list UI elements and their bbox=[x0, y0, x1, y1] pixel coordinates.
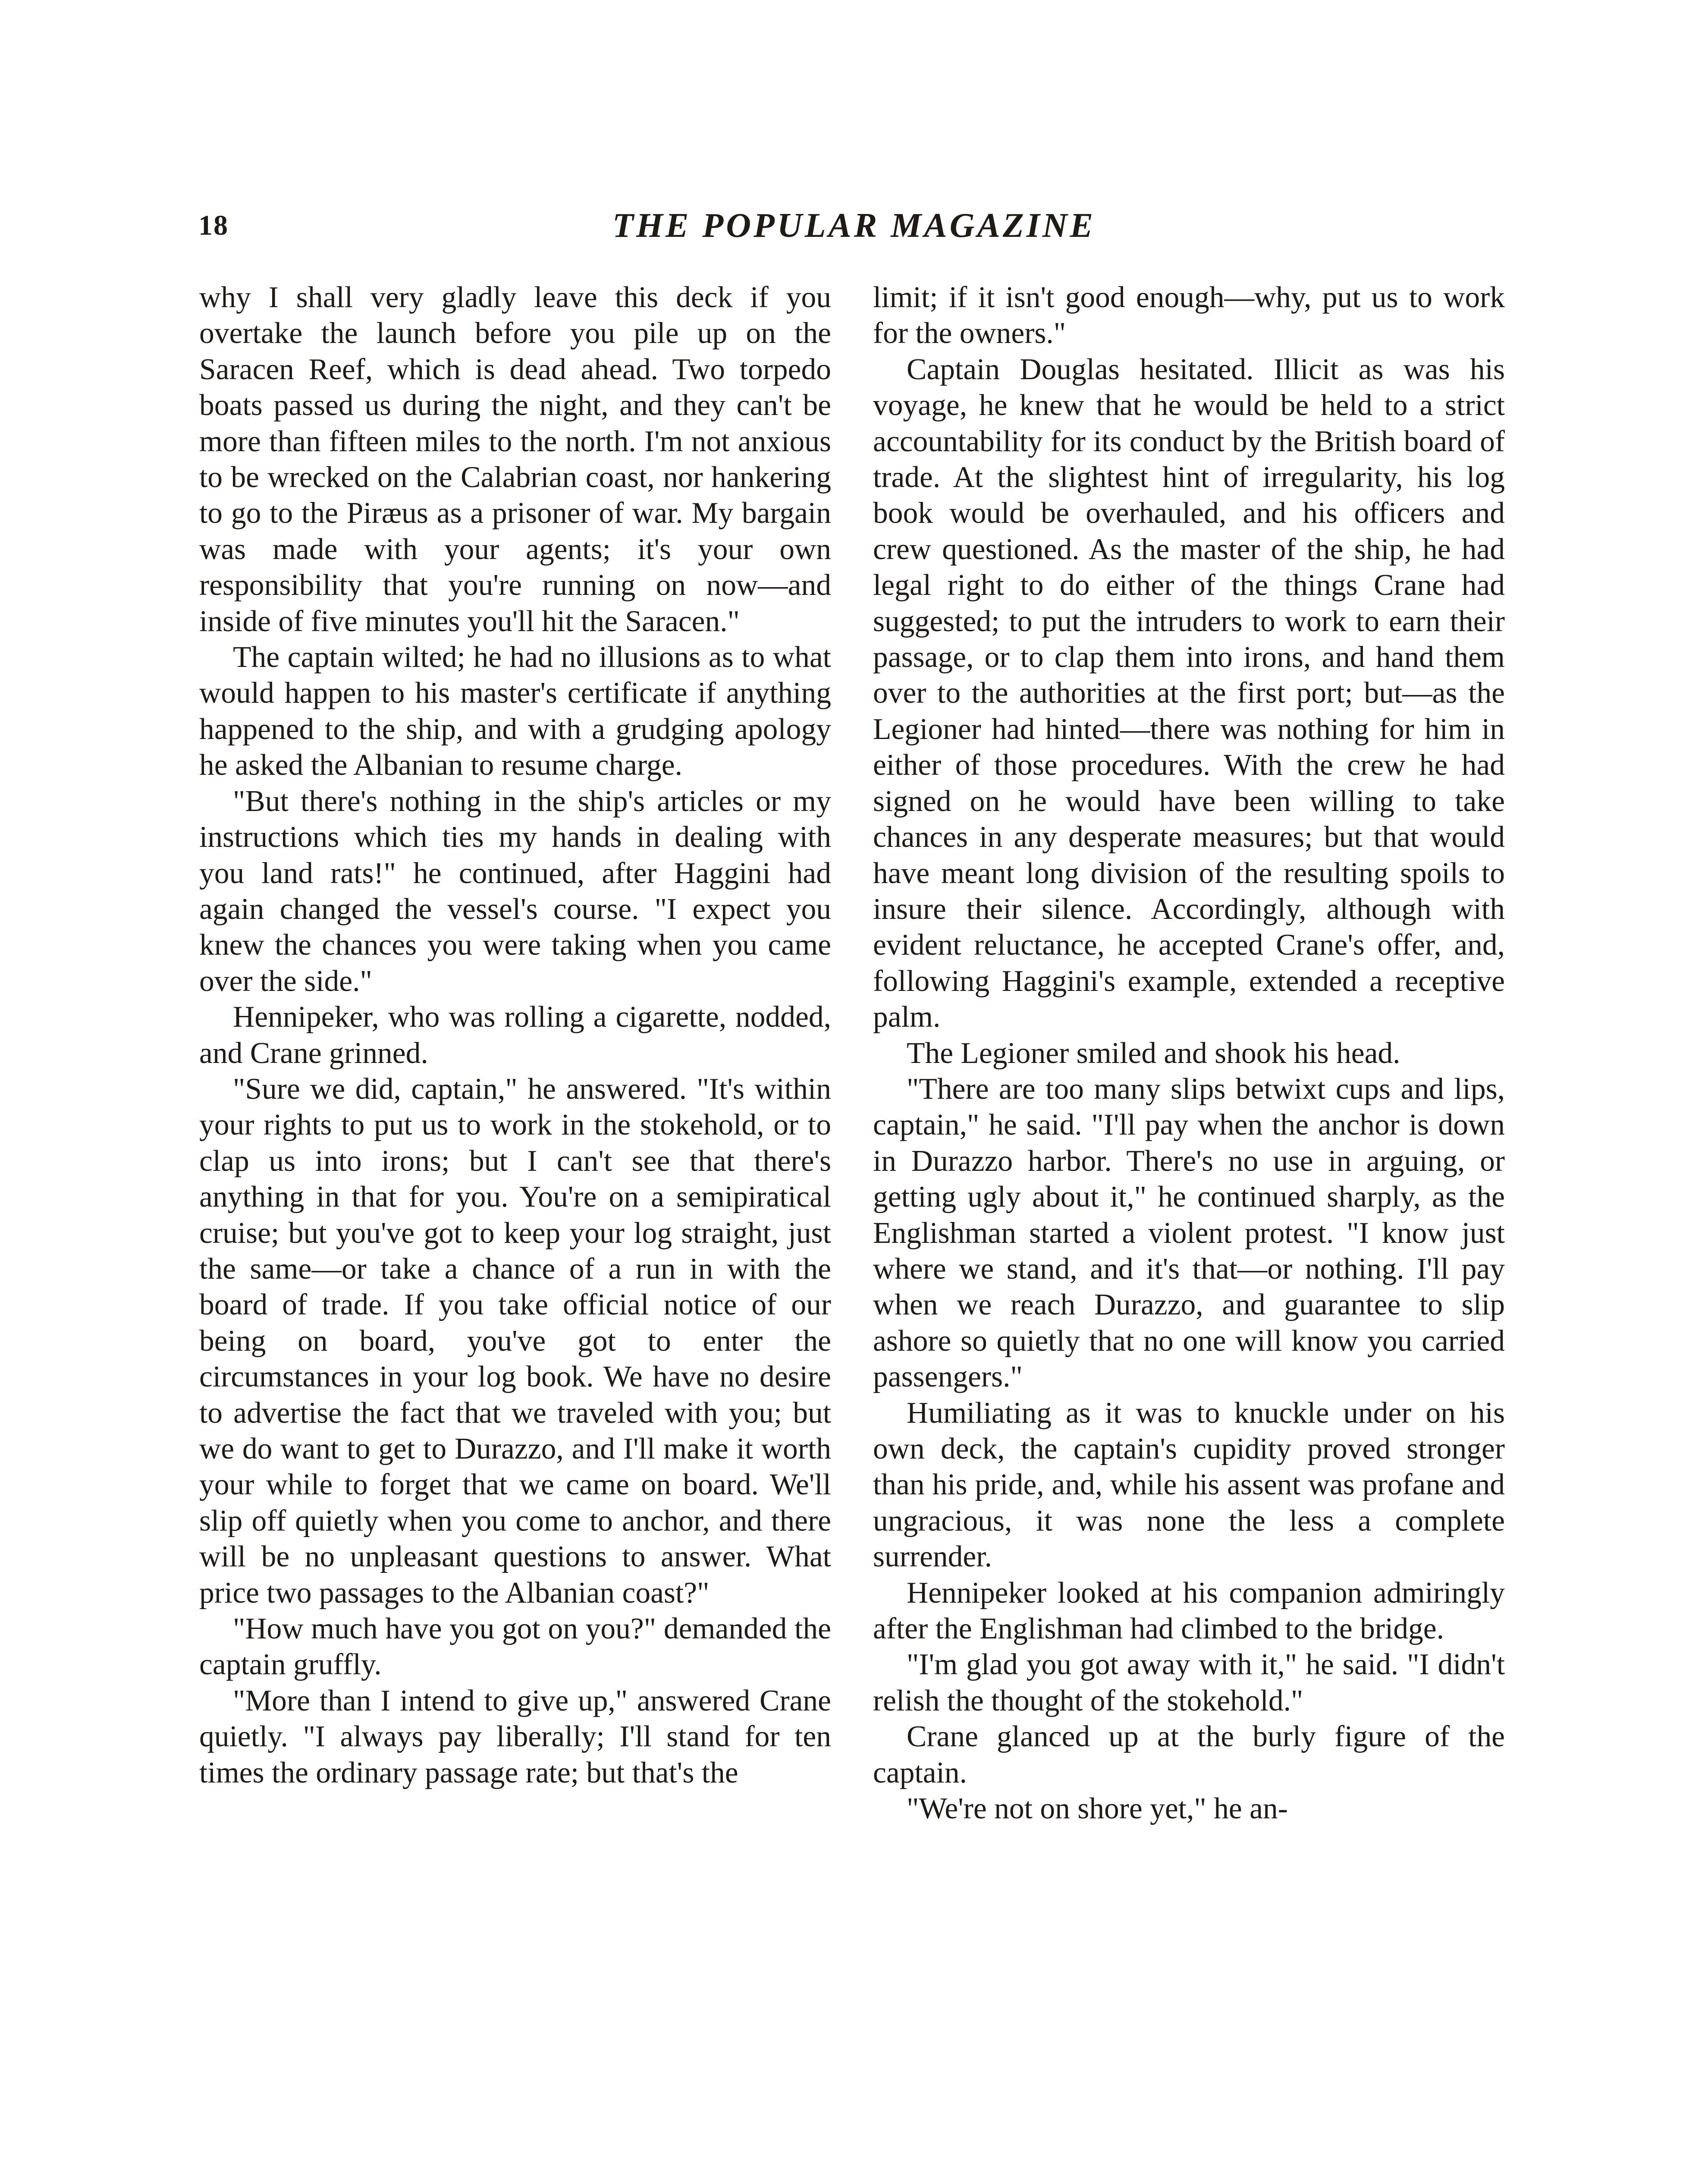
page-header bbox=[198, 202, 1510, 249]
paragraph: "We're not on shore yet," he an- bbox=[907, 1792, 1288, 1826]
paragraph: Humiliating as it was to knuckle under on his own deck, the captain's cupidity proved stronger than his pride, and, while his assent was profane and ungracious, it was none the less a complete surrender. bbox=[873, 1396, 1505, 1574]
paragraph: "Sure we did, captain," he answered. "It's within your rights to put us to work in the stokehold, or to clap us into irons; but I can't see that there's anything in that for you. You're on a semipiratical cruise; but you've got to keep your log straight, just the same—or take a chance of a run in with the board of trade. If you take official notice of our being on board, you've got to enter the circumstances in your log book. We have no desire to advertise the fact that we traveled with you; but we do want to get to Durazzo, and I'll make it worth your while to forget that we came on board. We'll slip off quietly when you come to anchor, and there will be no unpleasant questions to answer. What price two passages to the Albanian coast?" bbox=[199, 1072, 831, 1610]
paragraph: "But there's nothing in the ship's articles or my instructions which ties my hands in dealing with you land rats!" he continued, after Haggini had again changed the vessel's course. "I expect you knew the chances you were taking when you came over the side." bbox=[199, 784, 831, 998]
paragraph: "I'm glad you got away with it," he said. "I didn't relish the thought of the stokehold." bbox=[873, 1648, 1505, 1717]
paragraph: "How much have you got on you?" demanded the captain gruffly. bbox=[199, 1612, 831, 1682]
page-number: 18 bbox=[198, 210, 229, 241]
paragraph: "There are too many slips betwixt cups and lips, captain," he said. "I'll pay when the anchor is down in Durazzo harbor. There's no use in arguing, or getting ugly about it," he continued sharply, as the Englishman started a violent protest. "I know just where we stand, and it's that—or nothing. I'll pay when we reach Durazzo, and guarantee to slip ashore so quietly that no one will know you carried passengers." bbox=[873, 1072, 1505, 1394]
paragraph: Hennipeker looked at his companion admiringly after the Englishman had climbed to the bridge. bbox=[873, 1576, 1505, 1646]
right-column bbox=[873, 280, 1505, 1827]
paragraph: "More than I intend to give up," answered Crane quietly. "I always pay liberally; I'll stand for ten times the ordinary passage rate; but that's the bbox=[199, 1684, 831, 1789]
paragraph: Captain Douglas hesitated. Illicit as was his voyage, he knew that he would be held to a strict accountability for its conduct by the British board of trade. At the slightest hint of irregularity, his log book would be overhauled, and his officers and crew questioned. As the master of the ship, he had legal right to do either of the things Crane had suggested; to put the intruders to work to earn their passage, or to clap them into irons, and hand them over to the authorities at the first port; but—as the Legioner had hinted—there was nothing for him in either of those procedures. With the crew he had signed on he would have been willing to take chances in any desperate measures; but that would have meant long division of the resulting spoils to insure their silence. Accordingly, although with evident reluctance, he accepted Crane's offer, and, following Haggini's example, extended a receptive palm. bbox=[873, 352, 1505, 1034]
left-column bbox=[199, 280, 831, 1791]
paragraph: Crane glanced up at the burly figure of the captain. bbox=[873, 1720, 1505, 1789]
paragraph: why I shall very gladly leave this deck if you overtake the launch before you pile up on the Saracen Reef, which is dead ahead. Two torpedo boats passed us during the night, and they can't be more than fifteen miles to the north. I'm not anxious to be wrecked on the Calabrian coast, nor hankering to go to the Piræus as a prisoner of war. My bargain was made with your agents; it's your own responsibility that you're running on now—and inside of five minutes you'll hit the Saracen." bbox=[199, 281, 831, 638]
paragraph: The captain wilted; he had no illusions as to what would happen to his master's certificate if anything happened to the ship, and with a grudging apology he asked the Albanian to resume charge. bbox=[199, 641, 831, 782]
running-title: THE POPULAR MAGAZINE bbox=[612, 207, 1096, 245]
paragraph: The Legioner smiled and shook his head. bbox=[907, 1036, 1400, 1070]
paragraph: limit; if it isn't good enough—why, put us to work for the owners." bbox=[873, 281, 1505, 350]
paragraph: Hennipeker, who was rolling a cigarette, nodded, and Crane grinned. bbox=[199, 1000, 831, 1070]
